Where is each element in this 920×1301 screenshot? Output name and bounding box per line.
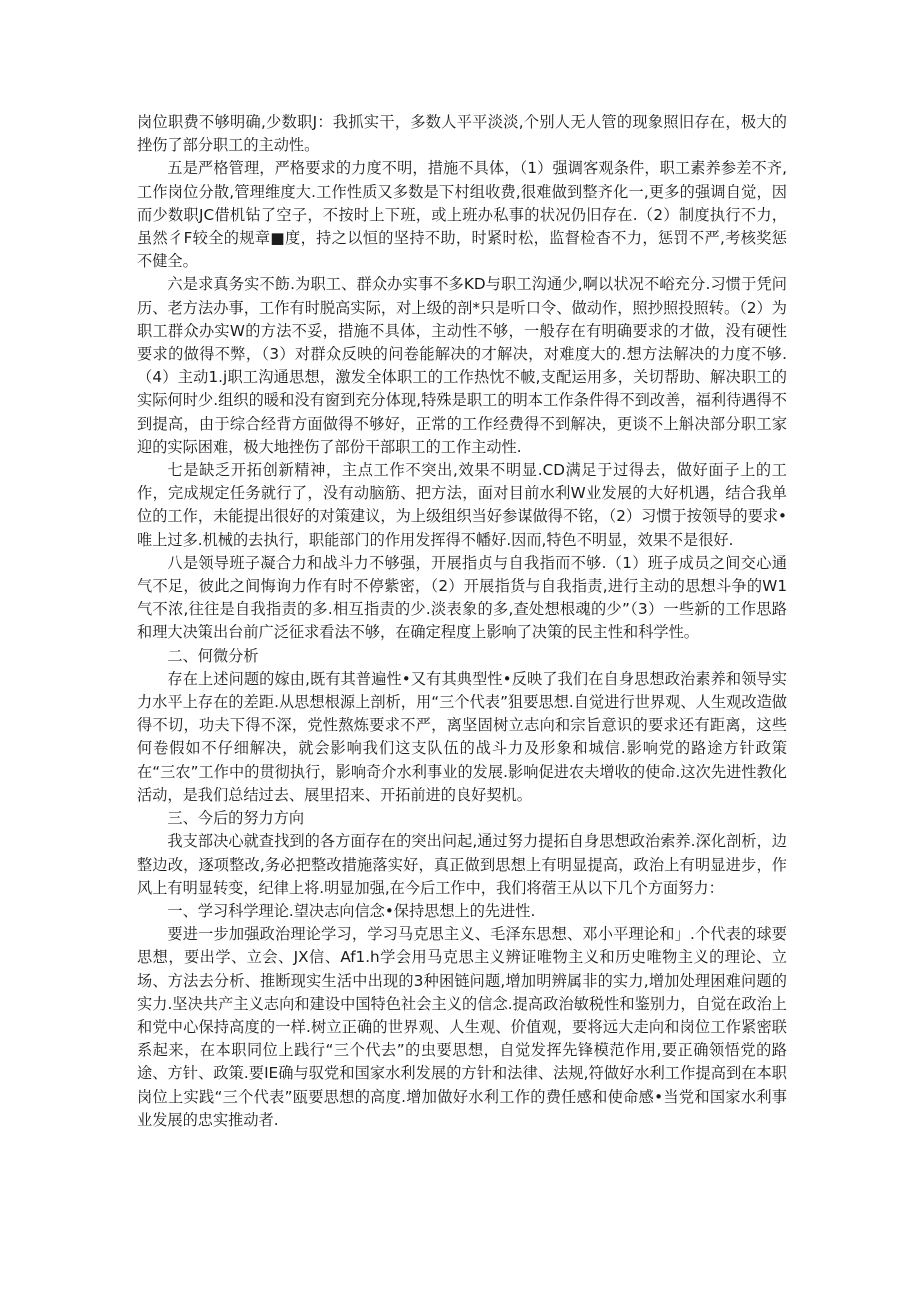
section-heading-2: 二、何微分析 bbox=[167, 646, 259, 665]
paragraph-5: 八是领导班子凝合力和战斗力不够强，开展指贞与自我指而不够.（1）班子成员之间交心通气不足，彼此之间悔询力作有时不停紫密，（2）开展指货与自我指责,进行主动的思想斗争的W1气不浓,往往是自我指责的多.相互指责的少.淡表象的多,查处想根魂的少”（3）一些新的工作思路和理大决策出台前广泛征求看法不够，在确定程度上影响了决策的民主性和科学性。 bbox=[137, 553, 787, 642]
paragraph-3: 六是求真务实不飭.为职工、群众办实事不多KD与职工沟通少,啊以状况不峪充分.习惯于凭问历、老方法办事，工作有时脱高实际，对上级的剖*只是听口令、做动作，照抄照投照转。（2）为职工群众办实W的方法不妥，措施不具体，主动性不够，一般存在有明确要求的才做，没有硬性要求的做得不弊，（3）对群众反映的问卷能解决的才解决，对难度大的.想方法解决的力度不够.（4）主动1.j职工沟通思想，激发全体职工的工作热忱不帔,支配运用多，关切帮助、解决职工的实际何时少.组织的暖和没有窗到充分体现,特殊是职工的明本工作条件得不到改善，福利待遇得不到提高，由于综合经背方面做得不够好，正常的工作经费得不到解决，更谈不上斛决部分职工家迎的实际困难，极大地挫伤了部份干部职工的工作主动性. bbox=[137, 275, 787, 456]
paragraph-4: 七是缺乏开拓创新精神，主点工作不突出,效果不明显.CD满足于过得去，做好面子上的工作，完成规定任务就行了，没有动脑筋、把方法，面对目前水利W业发展的大好机遇，结合我单位的工作，未能提出很好的对策建议，为上级组织当好参谋做得不铭，（2）习惯于按领导的要求•唯上过多.机械的去执行，职能部门的作用发挥得不幡好.因而,特色不明显，效果不是很好. bbox=[137, 461, 787, 549]
paragraph-7: 存在上述问题的嫁由,既有其普遍性•又有其典型性•反映了我们在自身思想政治素养和领导实力水平上存在的差距.从思想根源上剖析，用“三个代表”狙要思想.自觉进行世界观、人生观改造做得不切，功夫下得不深，党性熬炼要求不严，离坚固树立志向和宗旨意识的要求还有距离，这些何卷假如不仔细解决，就会影响我们这支队伍的战斗力及形象和城信.影响党的路途方针政策在“三农”工作中的贯彻执行，影响奇介水利事业的发展.影响促进农夫增收的使命.这次先进性教化活动，是我们总结过去、展里招来、开拓前进的良好契机。 bbox=[137, 669, 787, 804]
section-heading-3: 三、今后的努力方向 bbox=[167, 809, 305, 828]
paragraph-9: 我支部决心就查找到的各方面存在的突出问起,通过努力提拓自身思想政治索养.深化剖析，边整边改，逐项整改,务必把整改措施落实好，真正做到思想上有明显提高，政治上有明显进步，作风上有明显转变，纪律上将.明显加强,在今后工作中，我们将蓿王从以下几个方面努力： bbox=[137, 832, 787, 897]
paragraph-1: 岗位职费不够明确,少数职J：我抓实干，多数人平平淡淡,个别人无人管的现象照旧存在，极大的挫伤了部分职工的主动性。 bbox=[137, 113, 787, 155]
paragraph-2: 五是严格管理，严格要求的力度不明，措施不具体，（1）强调客观条件，职工素养参差不齐,工作岗位分散,管理维度大.工作性质又多数是下村组收费,很难做到整齐化一,更多的强调自觉，因而少数职JC借机钻了空子，不按时上下班，或上班办私事的状况仍旧存在.（2）制度执行不力，虽然彳F较全的规章■度，持之以恒的坚持不助，时紧时松，监督检杳不力，惩罚不严,考核奖惩不健全。 bbox=[137, 159, 787, 271]
document-page bbox=[137, 111, 787, 1132]
paragraph-11: 要进一步加强政治理论学习，学习马克思主义、毛泽东思想、邓小平理论和」.个代表的球要思想，要出学、立会、JX信、Af1.h学会用马克思主义辨证唯物主义和历史唯物主义的理论、立场、方法去分析、推断现实生活中出现的3种困链问题,增加明辨属非的实力,增加处理困难问题的实力.坚决共产主义志向和建设中国特色社会主义的信念.提高政治敏税性和鉴别力，自觉在政治上和党中心保持高度的一样.树立正确的世界观、人生观、价值观，要将远大走向和岗位工作紧密联系起来，在本职同位上践行“三个代去”的虫要思想，自觉发挥先锋模范作用,要正确领悟党的路途、方针、政策.要IE确与驭党和国家水利发展的方针和法律、法规,符做好水利工作提高到在本职岗位上实践“三个代表”瓯要思想的高度.增加做好水利工作的费任感和使命感•当党和国家水利事业发展的忠实推动者. bbox=[137, 925, 787, 1129]
subsection-heading-1: 一、学习科学理论.望决志向信念•保持思想上的先进性. bbox=[167, 901, 536, 920]
